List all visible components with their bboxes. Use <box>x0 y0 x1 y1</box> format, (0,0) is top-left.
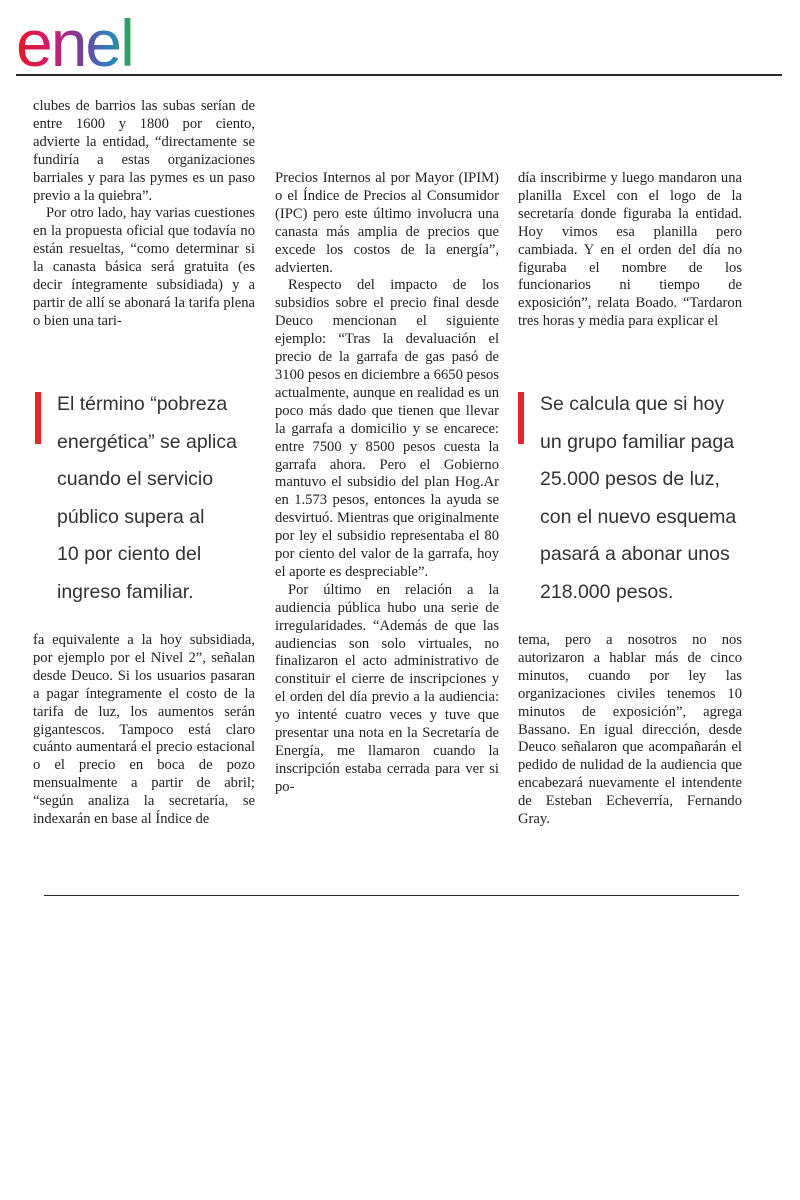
column-2 <box>275 170 499 797</box>
paragraph: Precios Internos al por Mayor (IPIM) o el Índice de Precios al Consumidor (IPC) pero este último involucra una canasta más amplia de precios que excede los costos de la energía”, advierten. <box>275 170 499 276</box>
pull-quote-line: 218.000 pesos. <box>540 580 674 603</box>
paragraph: fa equivalente a la hoy subsidiada, por ejemplo por el Nivel 2”, señalan desde Deuco. Si los usuarios pasaran a pagar íntegramente el costo de la tarifa de luz, los aumentos serán gigantescos. Tampoco está claro cuánto aumentará el precio estacional o el precio en boca de pozo mensualmente a partir de abril; “según analiza la secretaría, se indexarán en base al Índice de <box>33 632 255 828</box>
pull-quote-line: energética” se aplica <box>57 430 237 453</box>
column-3-top <box>518 170 742 331</box>
header-rule <box>16 74 782 76</box>
paragraph: clubes de barrios las subas serían de entre 1600 y 1800 por ciento, advierte la entidad, “directamente se fundiría a estas organizaciones barriales y para las pymes es un paso previo a la quiebra”. <box>33 98 255 204</box>
pull-quote-line: 10 por ciento del <box>57 543 202 565</box>
svg-text:enel: enel <box>16 6 133 72</box>
pull-quote-line: con el nuevo esquema <box>540 505 737 528</box>
pull-quote-line: El término “pobreza <box>57 393 228 415</box>
paragraph: tema, pero a nosotros no nos autorizaron a hablar más de cinco minutos, cuando por ley las organizaciones civiles tenemos 10 minutos de exposición”, agrega Bassano. En igual dirección, desde Deuco señalaron que acompañarán el pedido de nulidad de la audiencia que encabezará nuevamente el intendente de Esteban Echeverría, Fernando Gray. <box>518 632 742 828</box>
paragraph: Por último en relación a la audiencia pública hubo una serie de irregularidades. “Además de que las audiencias son solo virtuales, no finalizaron el acto administrativo de constituir el cierre de inscripciones y el orden del día previo a la audiencia: yo intenté cuatro veces y tuve que presentar una nota en la Secretaría de Energía, me llamaron cuando la inscripción estaba cerrada para ver si po- <box>275 581 499 795</box>
enel-logo <box>16 6 181 72</box>
pull-quote-line: público supera al <box>57 505 205 528</box>
pull-quote-line: cuando el servicio <box>57 468 214 490</box>
column-1-bottom <box>33 632 255 829</box>
pull-quote-line: un grupo familiar paga <box>540 430 735 453</box>
column-3-bottom <box>518 632 742 829</box>
footer-rule <box>44 895 739 896</box>
pull-quote-line: pasará a abonar unos <box>540 543 730 565</box>
paragraph: Por otro lado, hay varias cuestiones en la propuesta oficial que todavía no están resueltas, “como determinar si la canasta básica será gratuita (es decir íntegramente subsidiada) y a partir de allí se abonará la tarifa plena o bien una tari- <box>33 205 255 329</box>
pull-quote-2 <box>540 386 750 611</box>
paragraph: día inscribirme y luego mandaron una planilla Excel con el logo de la secretaría donde figuraba la entidad. Hoy vimos esa planilla pero cambiada. Y en el orden del día no figuraba el nombre de los funcionarios ni tiempo de exposición”, relata Boado. “Tardaron tres horas y media para explicar el <box>518 170 742 330</box>
pull-quote-line: 25.000 pesos de luz, <box>540 468 720 490</box>
accent-bar <box>518 392 524 444</box>
pull-quote-1 <box>57 386 257 611</box>
column-1-top <box>33 98 255 331</box>
pull-quote-line: Se calcula que si hoy <box>540 393 725 415</box>
accent-bar <box>35 392 41 444</box>
pull-quote-line: ingreso familiar. <box>57 580 194 603</box>
paragraph: Respecto del impacto de los subsidios sobre el precio final desde Deuco mencionan el siguiente ejemplo: “Tras la devaluación el precio de la garrafa de gas pasó de 3100 pesos en diciembre a 6650 pesos actualmente, aunque en realidad es un poco más dado que tienen que llevar la garrafa a domicilio y se encarece: entre 7500 y 8500 pesos cuesta la garrafa ahora. Pero el Gobierno mantuvo el subsidio del plan Hog.Ar en 1.573 pesos, entonces la ayuda se desvirtuó. Mientras que originalmente por ley el subsidio representaba el 80 por ciento del valor de la garrafa, hoy el aporte es despreciable”. <box>275 277 499 580</box>
